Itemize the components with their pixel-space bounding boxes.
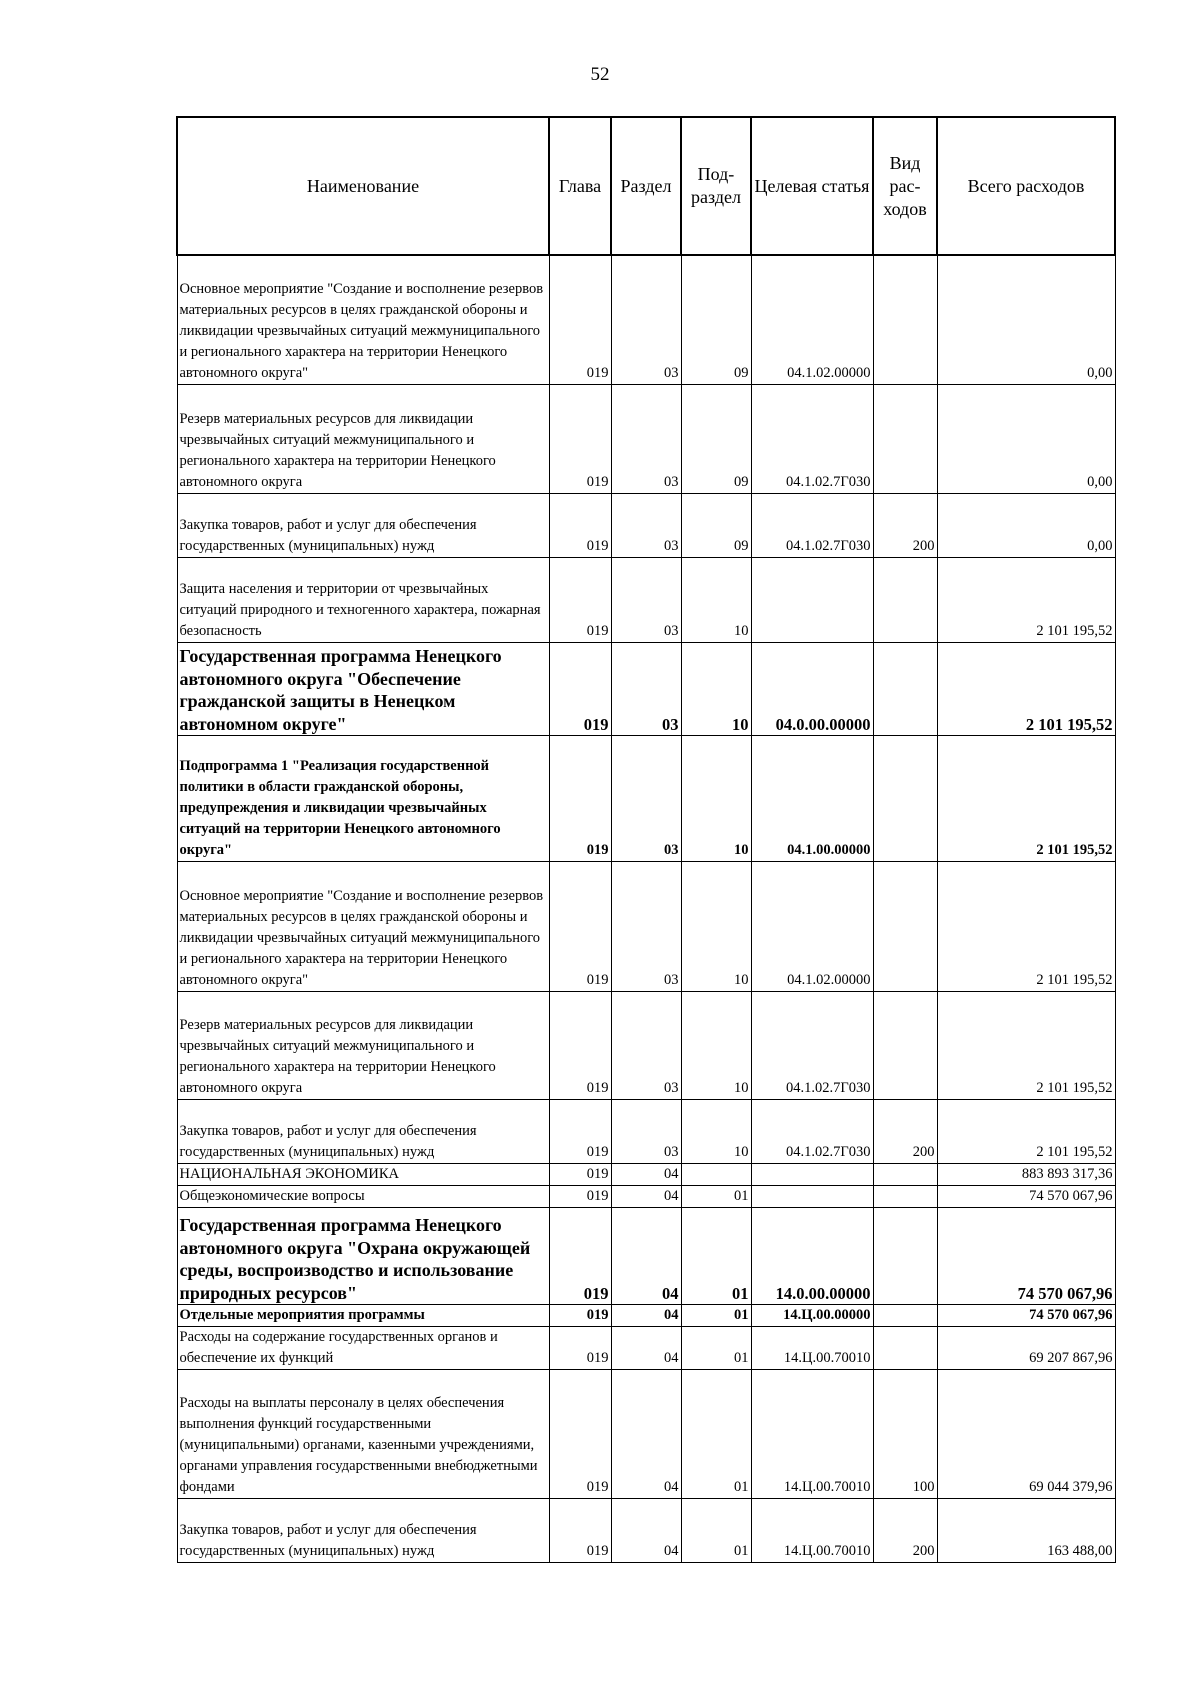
page-number: 52: [590, 64, 610, 85]
cell-name: Общеэкономические вопросы: [177, 1186, 549, 1208]
cell-tselevaya: 04.1.02.00000: [751, 255, 873, 385]
cell-glava: 019: [549, 1186, 611, 1208]
table-row: [177, 1186, 1115, 1208]
table-row: [177, 643, 1115, 736]
cell-vid: [873, 1327, 937, 1370]
table-row: [177, 1164, 1115, 1186]
header-tselevaya: Целевая статья: [751, 117, 873, 255]
cell-glava: 019: [549, 1370, 611, 1499]
cell-razdel: 04: [611, 1499, 681, 1563]
table-row: [177, 494, 1115, 558]
cell-glava: 019: [549, 1327, 611, 1370]
cell-podrazdel: 01: [681, 1305, 751, 1327]
cell-vid: 200: [873, 1499, 937, 1563]
cell-total: 74 570 067,96: [937, 1186, 1115, 1208]
cell-total: 74 570 067,96: [937, 1208, 1115, 1305]
cell-glava: 019: [549, 992, 611, 1100]
header-glava: Глава: [549, 117, 611, 255]
cell-total: 2 101 195,52: [937, 992, 1115, 1100]
cell-name: Закупка товаров, работ и услуг для обеспечения государственных (муниципальных) нужд: [177, 1499, 549, 1563]
cell-tselevaya: 14.Ц.00.00000: [751, 1305, 873, 1327]
cell-vid: [873, 1186, 937, 1208]
cell-vid: 200: [873, 494, 937, 558]
cell-podrazdel: 10: [681, 643, 751, 736]
cell-razdel: 03: [611, 862, 681, 992]
header-total: Всего расходов: [937, 117, 1115, 255]
cell-razdel: 03: [611, 1100, 681, 1164]
cell-tselevaya: 14.Ц.00.70010: [751, 1327, 873, 1370]
cell-total: 69 207 867,96: [937, 1327, 1115, 1370]
cell-glava: 019: [549, 385, 611, 494]
cell-razdel: 04: [611, 1327, 681, 1370]
cell-total: 0,00: [937, 385, 1115, 494]
table-row: [177, 862, 1115, 992]
cell-podrazdel: 01: [681, 1370, 751, 1499]
cell-total: 2 101 195,52: [937, 643, 1115, 736]
cell-podrazdel: 09: [681, 255, 751, 385]
table-row: [177, 385, 1115, 494]
cell-razdel: 03: [611, 558, 681, 643]
cell-name: Расходы на содержание государственных органов и обеспечение их функций: [177, 1327, 549, 1370]
cell-name: Государственная программа Ненецкого автономного округа "Обеспечение гражданской защиты в Ненецком автономном округе": [177, 643, 549, 736]
cell-razdel: 04: [611, 1370, 681, 1499]
cell-razdel: 04: [611, 1305, 681, 1327]
cell-tselevaya: 04.0.00.00000: [751, 643, 873, 736]
cell-podrazdel: 10: [681, 862, 751, 992]
cell-glava: 019: [549, 1208, 611, 1305]
cell-tselevaya: [751, 558, 873, 643]
header-name: Наименование: [177, 117, 549, 255]
cell-tselevaya: [751, 1164, 873, 1186]
cell-glava: 019: [549, 1164, 611, 1186]
cell-vid: [873, 992, 937, 1100]
cell-razdel: 03: [611, 255, 681, 385]
cell-total: 2 101 195,52: [937, 1100, 1115, 1164]
cell-podrazdel: 09: [681, 385, 751, 494]
cell-glava: 019: [549, 494, 611, 558]
cell-podrazdel: 10: [681, 558, 751, 643]
cell-razdel: 04: [611, 1186, 681, 1208]
cell-glava: 019: [549, 255, 611, 385]
cell-vid: [873, 862, 937, 992]
cell-vid: [873, 643, 937, 736]
budget-table: [176, 116, 1116, 1563]
cell-vid: [873, 255, 937, 385]
cell-name: Резерв материальных ресурсов для ликвидации чрезвычайных ситуаций межмуниципального и регионального характера на территории Ненецкого автономного округа: [177, 385, 549, 494]
cell-total: 74 570 067,96: [937, 1305, 1115, 1327]
cell-total: 69 044 379,96: [937, 1370, 1115, 1499]
cell-vid: [873, 1208, 937, 1305]
cell-glava: 019: [549, 1305, 611, 1327]
cell-podrazdel: 01: [681, 1499, 751, 1563]
cell-vid: 100: [873, 1370, 937, 1499]
table-row: [177, 1499, 1115, 1563]
cell-total: 0,00: [937, 494, 1115, 558]
cell-total: 0,00: [937, 255, 1115, 385]
cell-vid: [873, 736, 937, 862]
table-row: [177, 255, 1115, 385]
cell-name: Защита населения и территории от чрезвычайных ситуаций природного и техногенного характера, пожарная безопасность: [177, 558, 549, 643]
cell-name: НАЦИОНАЛЬНАЯ ЭКОНОМИКА: [177, 1164, 549, 1186]
header-vid: Вид рас-ходов: [873, 117, 937, 255]
cell-total: 163 488,00: [937, 1499, 1115, 1563]
cell-podrazdel: 01: [681, 1186, 751, 1208]
cell-name: Резерв материальных ресурсов для ликвидации чрезвычайных ситуаций межмуниципального и регионального характера на территории Ненецкого автономного округа: [177, 992, 549, 1100]
cell-razdel: 03: [611, 992, 681, 1100]
cell-tselevaya: [751, 1186, 873, 1208]
cell-tselevaya: 14.Ц.00.70010: [751, 1499, 873, 1563]
cell-name: Основное мероприятие "Создание и восполнение резервов материальных ресурсов в целях гражданской обороны и ликвидации чрезвычайных ситуаций межмуниципального и регионального характера на территории Ненецкого автономного округа": [177, 862, 549, 992]
header-razdel: Раздел: [611, 117, 681, 255]
cell-podrazdel: 01: [681, 1208, 751, 1305]
cell-tselevaya: 04.1.02.7Г030: [751, 992, 873, 1100]
table-row: [177, 1327, 1115, 1370]
cell-glava: 019: [549, 1100, 611, 1164]
cell-name: Расходы на выплаты персоналу в целях обеспечения выполнения функций государственными (муниципальными) органами, казенными учреждениями, органами управления государственными внебюджетными фондами: [177, 1370, 549, 1499]
table-row: [177, 1305, 1115, 1327]
cell-vid: [873, 1164, 937, 1186]
cell-podrazdel: 10: [681, 736, 751, 862]
table-row: [177, 736, 1115, 862]
table-row: [177, 1370, 1115, 1499]
cell-vid: [873, 1305, 937, 1327]
cell-vid: [873, 558, 937, 643]
cell-razdel: 04: [611, 1208, 681, 1305]
cell-tselevaya: 14.0.00.00000: [751, 1208, 873, 1305]
cell-podrazdel: 09: [681, 494, 751, 558]
cell-name: Подпрограмма 1 "Реализация государственной политики в области гражданской обороны, предупреждения и ликвидации чрезвычайных ситуаций на территории Ненецкого автономного округа": [177, 736, 549, 862]
cell-razdel: 03: [611, 385, 681, 494]
cell-podrazdel: 10: [681, 1100, 751, 1164]
cell-total: 2 101 195,52: [937, 736, 1115, 862]
cell-name: Отдельные мероприятия программы: [177, 1305, 549, 1327]
cell-glava: 019: [549, 736, 611, 862]
cell-glava: 019: [549, 558, 611, 643]
cell-total: 2 101 195,52: [937, 558, 1115, 643]
cell-tselevaya: 04.1.02.00000: [751, 862, 873, 992]
cell-name: Закупка товаров, работ и услуг для обеспечения государственных (муниципальных) нужд: [177, 1100, 549, 1164]
cell-podrazdel: 01: [681, 1327, 751, 1370]
cell-glava: 019: [549, 862, 611, 992]
cell-podrazdel: 10: [681, 992, 751, 1100]
cell-tselevaya: 04.1.02.7Г030: [751, 494, 873, 558]
cell-razdel: 03: [611, 643, 681, 736]
cell-total: 2 101 195,52: [937, 862, 1115, 992]
cell-glava: 019: [549, 643, 611, 736]
cell-glava: 019: [549, 1499, 611, 1563]
cell-podrazdel: [681, 1164, 751, 1186]
table-header-row: [177, 117, 1115, 255]
cell-razdel: 04: [611, 1164, 681, 1186]
cell-total: 883 893 317,36: [937, 1164, 1115, 1186]
header-podrazdel: Под-раздел: [681, 117, 751, 255]
cell-vid: 200: [873, 1100, 937, 1164]
cell-razdel: 03: [611, 736, 681, 862]
cell-tselevaya: 04.1.02.7Г030: [751, 1100, 873, 1164]
table-row: [177, 558, 1115, 643]
table-row: [177, 992, 1115, 1100]
cell-name: Основное мероприятие "Создание и восполнение резервов материальных ресурсов в целях гражданской обороны и ликвидации чрезвычайных ситуаций межмуниципального и регионального характера на территории Ненецкого автономного округа": [177, 255, 549, 385]
cell-tselevaya: 04.1.02.7Г030: [751, 385, 873, 494]
table-row: [177, 1208, 1115, 1305]
cell-vid: [873, 385, 937, 494]
cell-name: Закупка товаров, работ и услуг для обеспечения государственных (муниципальных) нужд: [177, 494, 549, 558]
cell-tselevaya: 14.Ц.00.70010: [751, 1370, 873, 1499]
cell-tselevaya: 04.1.00.00000: [751, 736, 873, 862]
cell-name: Государственная программа Ненецкого автономного округа "Охрана окружающей среды, воспроизводство и использование природных ресурсов": [177, 1208, 549, 1305]
cell-razdel: 03: [611, 494, 681, 558]
table-row: [177, 1100, 1115, 1164]
